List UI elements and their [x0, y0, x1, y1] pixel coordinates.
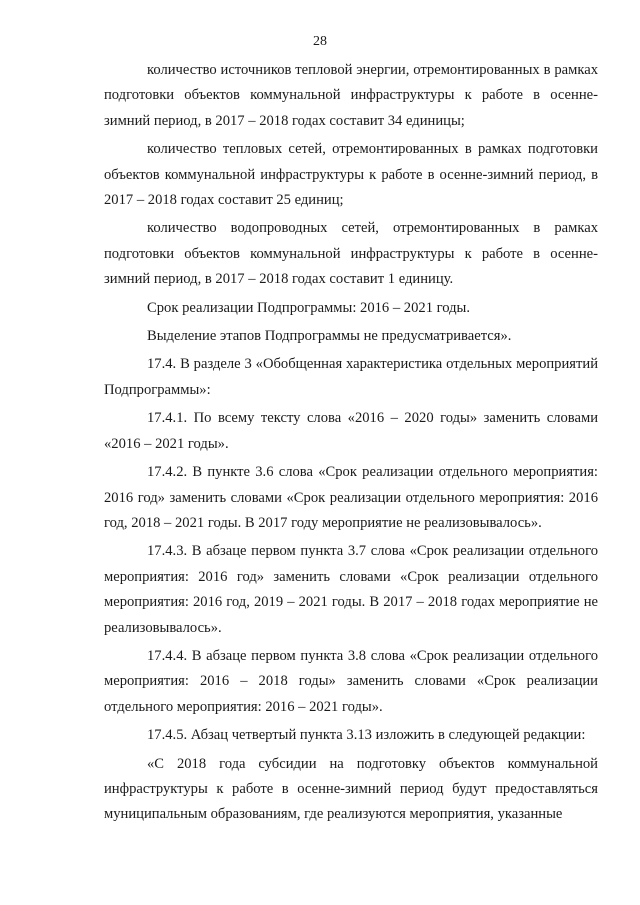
paragraph-water-networks: количество водопроводных сетей, отремонтированных в рамках подготовки объектов коммунальной инфраструктуры к работе в осенне-зимний период, в 2017 – 2018 годах составит 1 единицу. [104, 220, 598, 288]
paragraph-17-4-4: 17.4.4. В абзаце первом пункта 3.8 слова «Срок реализации отдельного мероприятия: 2016 – 2018 годы» заменить словами «Срок реализации отдельного мероприятия: 2016 – 2021 годы». [104, 647, 598, 715]
paragraph-17-4-1: 17.4.1. По всему тексту слова «2016 – 2020 годы» заменить словами «2016 – 2021 годы». [104, 410, 598, 452]
paragraph-quoted-text: «С 2018 года субсидии на подготовку объектов коммунальной инфраструктуры к работе в осенне-зимний период будут предоставляться муниципальным образованиям, где реализуются мероприятия, указанные [104, 755, 598, 823]
page-number: 28 [313, 34, 327, 49]
document-body [104, 58, 598, 828]
paragraph-heat-networks: количество тепловых сетей, отремонтированных в рамках подготовки объектов коммунальной инфраструктуры к работе в осенне-зимний период, в 2017 – 2018 годах составит 25 единиц; [104, 141, 598, 209]
paragraph-stages: Выделение этапов Подпрограммы не предусматривается». [147, 328, 512, 345]
paragraph-17-4-5: 17.4.5. Абзац четвертый пункта 3.13 изложить в следующей редакции: [147, 727, 586, 744]
paragraph-implementation-period: Срок реализации Подпрограммы: 2016 – 2021 годы. [147, 299, 471, 316]
paragraph-17-4-3: 17.4.3. В абзаце первом пункта 3.7 слова «Срок реализации отдельного мероприятия: 2016 год» заменить словами «Срок реализации отдельного мероприятия: 2016 год, 2019 – 2021 годы. В 2017 – 2018 годах мероприятие не реализовывалось». [104, 543, 598, 636]
paragraph-17-4-2: 17.4.2. В пункте 3.6 слова «Срок реализации отдельного мероприятия: 2016 год» заменить словами «Срок реализации отдельного мероприятия: 2016 год, 2018 – 2021 годы. В 2017 году мероприятие не реализовывалось». [104, 464, 598, 531]
paragraph-heat-sources: количество источников тепловой энергии, отремонтированных в рамках подготовки объектов коммунальной инфраструктуры к работе в осенне-зимний период, в 2017 – 2018 годах составит 34 единицы; [104, 62, 598, 129]
paragraph-17-4: 17.4. В разделе 3 «Обобщенная характеристика отдельных мероприятий Подпрограммы»: [104, 356, 598, 398]
